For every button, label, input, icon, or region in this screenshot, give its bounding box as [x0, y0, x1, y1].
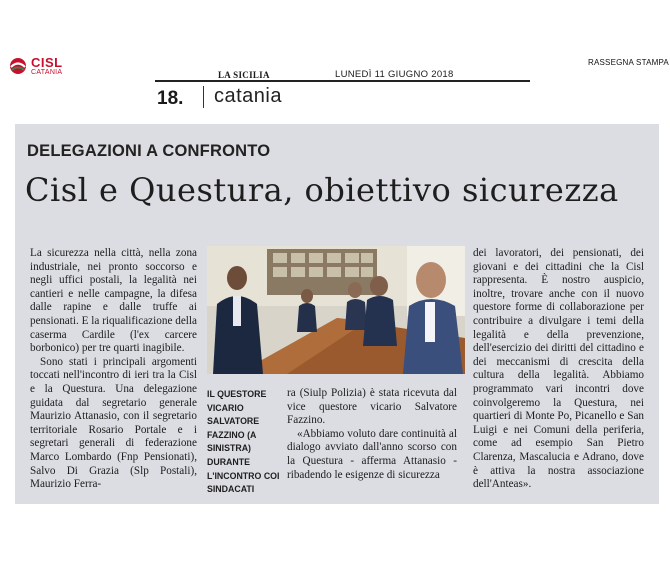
article-column-1 — [30, 247, 197, 492]
paragraph: La sicurezza nella città, nella zona industriale, nei pronto soccorso e negli uffici postali, la legalità nei cantieri e nelle campagne, la difesa dalle rapine e dalle truffe ai pensionati. E la riqualificazione della caserma Cardile (l'ex carcere borbonico) per tre quarti inagibile. — [30, 247, 197, 355]
logo-subtitle: CATANIA — [31, 69, 63, 76]
paragraph: Sono stati i principali argomenti toccati nell'incontro di ieri tra la Cisl e la Questura. Una delegazione guidata dal segretario generale Maurizio Attanasio, con il segretario territoriale Rosario Portale e i segretari generali di federazione Marco Lombardo (Fnp Pensionati), Salvo Di Grazia (Slp Postali), Maurizio Ferra- — [30, 355, 197, 491]
article-headline: Cisl e Questura, obiettivo sicurezza — [25, 171, 619, 209]
section-title: catania — [214, 85, 282, 107]
photo-caption: IL QUESTORE VICARIO SALVATORE FAZZINO (A SINISTRA) DURANTE L'INCONTRO COI SINDACATI — [207, 389, 280, 495]
article-column-2 — [287, 387, 457, 482]
paragraph: dei lavoratori, dei pensionati, dei giovani e dei cittadini che la Cisl rappresenta. È nostro auspicio, inoltre, trovare anche con il nuovo questore forme di collaborazione per contribuire a divulgare i temi della legalità e della prevenzione, dell'esercizio dei diritti del cittadino e dei meccanismi di crescita della cultura della legalità. Abbiamo programmato vari incontri dove coinvolgeremo la Questura, nei quartieri di Monte Po, Picanello e San Luigi e nei Comuni della periferia, come ad esempio San Pietro Clarenza, Mascalucia e Adrano, dove è attiva la nostra associazione dell'Anteas». — [473, 247, 644, 491]
page-number: 18. — [157, 88, 184, 109]
header-rule — [155, 80, 530, 82]
paragraph: ra (Siulp Polizia) è stata ricevuta dal vice questore vicario Salvatore Fazzino. — [287, 387, 457, 427]
article-column-3 — [473, 247, 644, 492]
newspaper-name: LA SICILIA — [218, 70, 270, 80]
cisl-logo-icon — [8, 56, 28, 74]
article-kicker: DELEGAZIONI A CONFRONTO — [27, 142, 271, 160]
header-divider — [203, 86, 204, 108]
rassegna-label: RASSEGNA STAMPA — [588, 58, 669, 67]
logo-text: CISL — [31, 55, 63, 70]
issue-date: LUNEDÌ 11 GIUGNO 2018 — [335, 69, 454, 80]
meeting-photo — [207, 246, 465, 374]
paragraph: «Abbiamo voluto dare continuità al dialogo avviato dall'anno scorso con la Questura - afferma Attanasio - ribadendo le esigenze di sicurezza — [287, 427, 457, 481]
